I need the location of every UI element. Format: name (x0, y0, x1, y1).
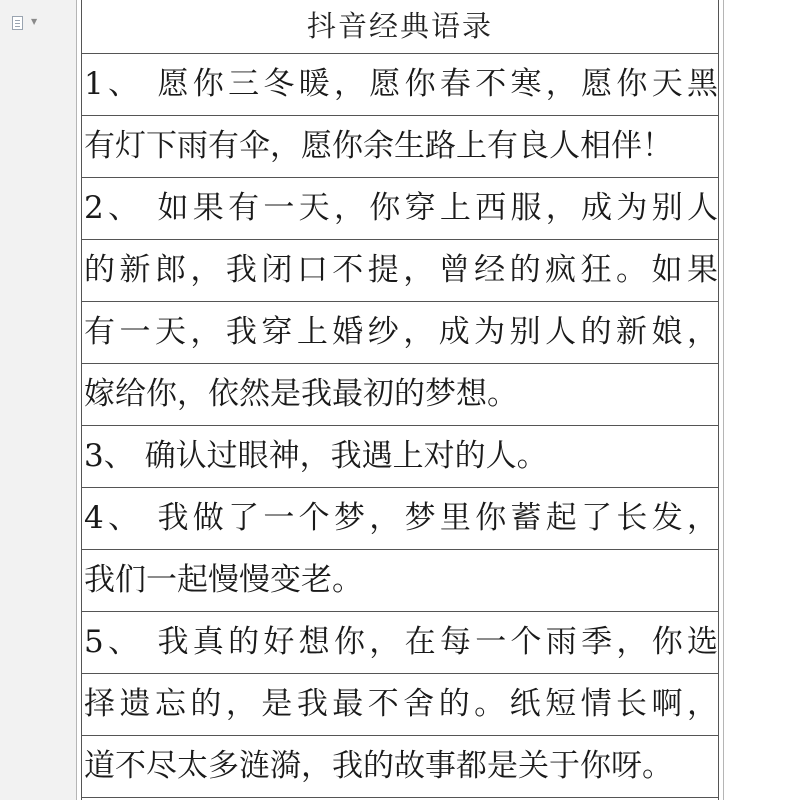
right-gutter (724, 0, 800, 800)
text-line-6: 嫁给你，依然是我最初的梦想。 (82, 364, 718, 426)
text-line-12: 道不尽太多涟漪，我的故事都是关于你呀。 (82, 736, 718, 798)
text-line-3: 2、 如果有一天，你穿上西服，成为别人 (82, 178, 718, 240)
text-line-9: 我们一起慢慢变老。 (82, 550, 718, 612)
text-line-5: 有一天，我穿上婚纱，成为别人的新娘， (82, 302, 718, 364)
document-page (76, 0, 724, 800)
text-line-4: 的新郎，我闭口不提，曾经的疯狂。如果 (82, 240, 718, 302)
text-line-11: 择遗忘的，是我最不舍的。纸短情长啊， (82, 674, 718, 736)
text-line-7: 3、 确认过眼神，我遇上对的人。 (82, 426, 718, 488)
chevron-down-icon[interactable]: ▼ (31, 17, 38, 26)
text-line-8: 4、 我做了一个梦，梦里你蓄起了长发， (82, 488, 718, 550)
document-icon[interactable] (12, 16, 23, 30)
text-line-1: 1、 愿你三冬暖，愿你春不寒，愿你天黑 (82, 54, 718, 116)
page-title: 抖音经典语录 (82, 0, 718, 54)
navigation-pane (0, 0, 76, 800)
text-line-10: 5、 我真的好想你，在每一个雨季，你选 (82, 612, 718, 674)
text-line-2: 有灯下雨有伞，愿你余生路上有良人相伴！ (82, 116, 718, 178)
lined-sheet (81, 0, 719, 800)
